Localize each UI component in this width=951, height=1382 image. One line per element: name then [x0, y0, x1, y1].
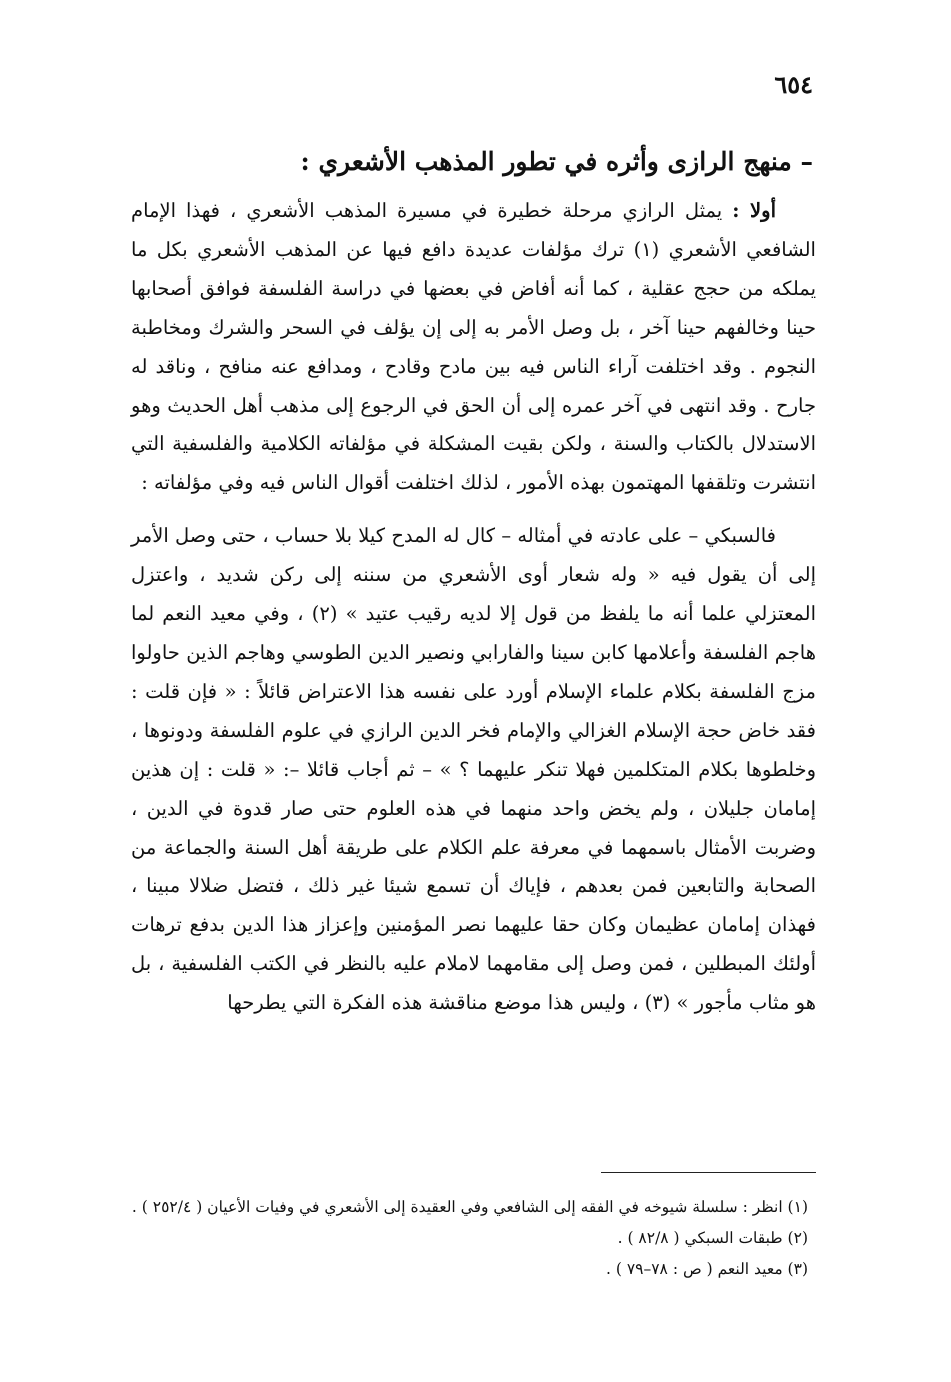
footnote-3: (٣) معيد النعم ( ص : ٧٨–٧٩ ) .	[606, 1260, 808, 1278]
paragraph-1-text: يمثل الرازي مرحلة خطيرة في مسيرة المذهب الأشعري ، فهذا الإمام الشافعي الأشعري (١) ترك مؤلفات عديدة دافع فيها عن المذهب الأشعري بكل ما يملكه من حجج عقلية ، كما أنه أفاض في بعضها في دراسة الفلسفة فوافق أصحابها حينا وخالفهم حينا آخر ، بل وصل الأمر به إلى إن يؤلف في السحر والشرك ومخاطبة النجوم . وقد اختلفت آراء الناس فيه بين مادح وقادح ، ومدافع عنه منافح ، وناقد له جارح . وقد انتهى في آخر عمره إلى أن الحق في الرجوع إلى مذهب أهل الحديث وهو الاستدلال بالكتاب والسنة ، ولكن بقيت المشكلة في مؤلفاته الكلامية والفلسفية التي انتشرت وتلقفها المهتمون بهذه الأمور ، لذلك اختلفت أقوال الناس فيه وفي مؤلفاته :	[131, 199, 816, 495]
footnote-2: (٢) طبقات السبكي ( ٨٢/٨ ) .	[617, 1229, 808, 1247]
page-number: ٦٥٤	[774, 70, 813, 99]
section-heading: – منهج الرازى وأثره في تطور المذهب الأشعري :	[300, 147, 813, 176]
paragraph-1-lead: أولا :	[732, 199, 777, 222]
footnotes	[131, 1192, 816, 1285]
body-text	[131, 192, 816, 1023]
footnote-separator	[601, 1172, 816, 1173]
paragraph-2	[131, 517, 816, 1023]
paragraph-2-text: فالسبكي – على عادته في أمثاله – كال له المدح كيلا بلا حساب ، حتى وصل الأمر إلى أن يقول فيه « وله شعار أوى الأشعري من سننه إلى ركن شديد ، واعتزل المعتزلي علما أنه ما يلفظ من قول إلا لديه رقيب عتيد » (٢) ، وفي معيد النعم لما هاجم الفلسفة وأعلامها كابن سينا والفارابي ونصير الدين الطوسي وهاجم الذين حاولوا مزج الفلسفة بكلام علماء الإسلام أورد على نفسه هذا الاعتراض قائلاً : « فإن قلت : فقد خاض حجة الإسلام الغزالي والإمام فخر الدين الرازي في علوم الفلسفة ودونوها ، وخلطوها بكلام المتكلمين فهلا تنكر عليهما ؟ » – ثم أجاب قائلا –: « قلت : إن هذين إمامان جليلان ، ولم يخض واحد منهما في هذه العلوم حتى صار قدوة في الدين ، وضربت الأمثال باسمهما في معرفة علم الكلام على طريقة أهل السنة والجماعة من الصحابة والتابعين فمن بعدهم ، فإياك أن تسمع شيئا غير ذلك ، فتضل ضلالا مبينا ، فهذان إمامان عظيمان وكان حقا عليهما نصر المؤمنين وإعزاز هذا الدين بدفع ترهات أولئك المبطلين ، فمن وصل إلى مقامهما لاملام عليه بالنظر في الكتب الفلسفية ، بل هو مثاب مأجور » (٣) ، وليس هذا موضع مناقشة هذه الفكرة التي يطرحها	[131, 524, 816, 1015]
footnote-1: (١) انظر : سلسلة شيوخه في الفقه إلى الشافعي وفي العقيدة إلى الأشعري في وفيات الأعيان ( ٢٥٢/٤ ) .	[131, 1198, 808, 1216]
paragraph-1	[131, 192, 816, 503]
